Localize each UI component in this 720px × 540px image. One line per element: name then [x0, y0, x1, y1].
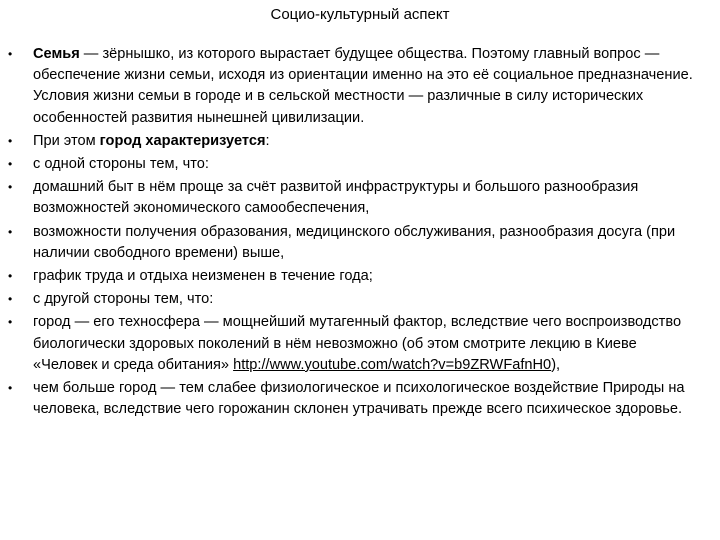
bullet-icon: •	[8, 381, 13, 396]
list-item	[8, 131, 698, 152]
list-item-text: с другой стороны тем, что:	[33, 291, 214, 308]
list-item	[8, 44, 698, 129]
list-item	[8, 378, 698, 420]
list-item	[8, 312, 698, 376]
list-item-text: возможности получения образования, медицинского обслуживания, разнообразия досуга (при наличии свободного времени) выше,	[33, 223, 676, 261]
bullet-icon: •	[8, 269, 13, 284]
bullet-icon: •	[8, 157, 13, 172]
list-item	[8, 289, 698, 310]
bullet-icon: •	[8, 292, 13, 307]
list-item-text: Семья — зёрнышко, из которого вырастает будущее общества. Поэтому главный вопрос — обеспечение жизни семьи, исходя из ориентации именно на это её социальное предназначение. Условия жизни семьи в городе и в сельской местности — различные в силу исторических особенностей развития нынешней цивилизации.	[33, 46, 693, 126]
list-item	[8, 266, 698, 287]
bullet-icon: •	[8, 180, 13, 195]
bullet-list	[8, 44, 698, 422]
bullet-icon: •	[8, 133, 13, 148]
bullet-icon: •	[8, 47, 13, 61]
list-item-text: с одной стороны тем, что:	[33, 156, 209, 173]
bullet-icon: •	[8, 315, 13, 330]
slide-title: Социо-культурный аспект	[270, 6, 450, 23]
term-city: город характеризуется	[99, 132, 266, 149]
list-item-text: город — его техносфера — мощнейший мутагенный фактор, вследствие чего воспроизводство биологически здоровых поколений в нём невозможно (об этом смотрите лекцию в Киеве «Человек и среда обитания» http://www.youtube.com/watch?v=b9ZRWFafnH0),	[33, 314, 682, 373]
bullet-icon: •	[8, 224, 13, 239]
list-item-text: чем больше город — тем слабее физиологическое и психологическое воздействие Природы на человека, вследствие чего горожанин склонен утрачивать прежде всего психическое здоровье.	[33, 380, 685, 418]
term-family: Семья	[33, 46, 80, 62]
list-item-text: При этом город характеризуется:	[33, 132, 270, 149]
list-item	[8, 222, 698, 264]
lecture-video-link[interactable]: http://www.youtube.com/watch?v=b9ZRWFafnH0	[233, 356, 552, 373]
list-item	[8, 177, 698, 219]
list-item-text: график труда и отдыха неизменен в течение года;	[33, 268, 373, 285]
list-item-text: домашний быт в нём проще за счёт развитой инфраструктуры и большого разнообразия возможностей экономического самообеспечения,	[33, 179, 639, 217]
list-item	[8, 154, 698, 175]
